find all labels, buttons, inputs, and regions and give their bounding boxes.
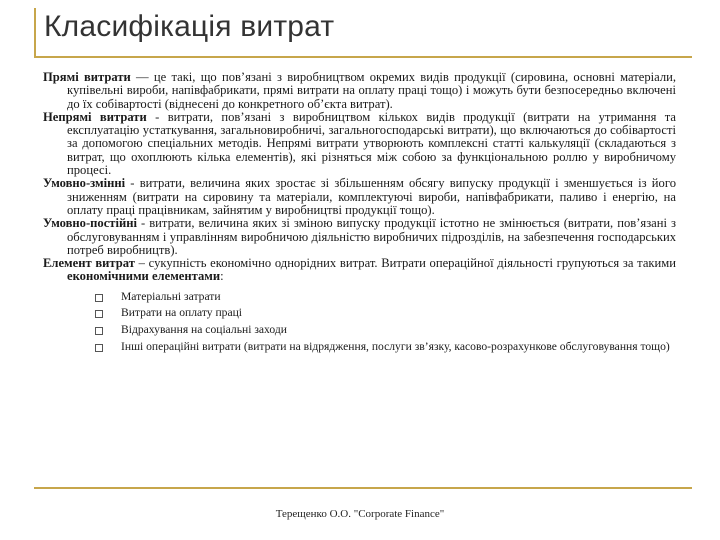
list-item: [95, 291, 676, 303]
list-item: [95, 307, 676, 319]
definition-text: – сукупність економічно однорідних витрат. Витрати операційної діяльності групуються за такими: [134, 256, 676, 271]
definition-text-end: :: [220, 269, 224, 284]
square-bullet-icon: [95, 344, 103, 352]
square-bullet-icon: [95, 294, 103, 302]
square-bullet-icon: [95, 310, 103, 318]
definition-text: - витрати, пов’язані з виробництвом кількох видів продукції (витрати на утримання та експлуатацію устаткування, загальновиробничі, загальногосподарські витрати), що включаються до собівартості за допомогою спеціальних методів. Непрямі витрати утворюють комплексні статті калькуляції (складаються з витрат, що охоплюють кілька елементів), які різняться між собою за функціональною роллю у виробничому процесі.: [67, 109, 676, 178]
footer-rule: [34, 487, 692, 489]
definition-text: - витрати, величина яких зростає зі збільшенням обсягу випуску продукції і зменшується із його зниженням (витрати на сировину та матеріали, комплектуючі вироби, напівфабрикати, паливо і енергію, на оплату праці працівникам, зайнятим у виробництві продукції тощо).: [67, 176, 676, 217]
definition-cost-element: [43, 257, 676, 284]
definition-indirect-costs: [43, 111, 676, 177]
list-item: [95, 324, 676, 336]
list-item-text: Інші операційні витрати (витрати на відрядження, послуги зв’язку, касово-розрахункове обслуговування тощо): [121, 339, 670, 353]
definition-text: - витрати, величина яких зі зміною випуску продукції істотно не змінюється (витрати, пов’язані з обслуговуванням і управлінням виробничою діяльністю виробничих підрозділів, на забезпечення господарських потреб виробництв).: [67, 216, 676, 257]
title-underline-rule: [34, 56, 692, 58]
slide-title: Класифікація витрат: [44, 10, 335, 43]
definition-term: Непрямі витрати: [43, 109, 147, 124]
definition-direct-costs: [43, 71, 676, 111]
footer-author: Терещенко О.О. "Corporate Finance": [275, 508, 445, 520]
definition-term: Елемент витрат: [43, 256, 135, 271]
cost-elements-list: [43, 291, 676, 353]
title-accent-vertical-rule: [34, 8, 36, 56]
definition-term: Прямі витрати: [43, 70, 131, 84]
definition-fixed-costs: [43, 217, 676, 257]
list-item: [95, 341, 676, 353]
definition-term: Умовно-постійні: [43, 216, 137, 231]
list-item-text: Матеріальні затрати: [121, 289, 221, 303]
definition-variable-costs: [43, 177, 676, 217]
economic-elements-emphasis: економічними елементами: [67, 269, 221, 284]
list-item-text: Відрахування на соціальні заходи: [121, 322, 287, 336]
list-item-text: Витрати на оплату праці: [121, 306, 243, 320]
definition-term: Умовно-змінні: [43, 176, 126, 191]
square-bullet-icon: [95, 327, 103, 335]
definition-text: — це такі, що пов’язані з виробництвом окремих видів продукції (сировина, основні матеріали, купівельні вироби, напівфабрикати, прямі витрати на оплату праці тощо) і можуть бути безпосередньо включені до їх собівартості (віднесені до конкретного об’єкта витрат).: [67, 70, 676, 111]
slide-body: [43, 71, 676, 357]
